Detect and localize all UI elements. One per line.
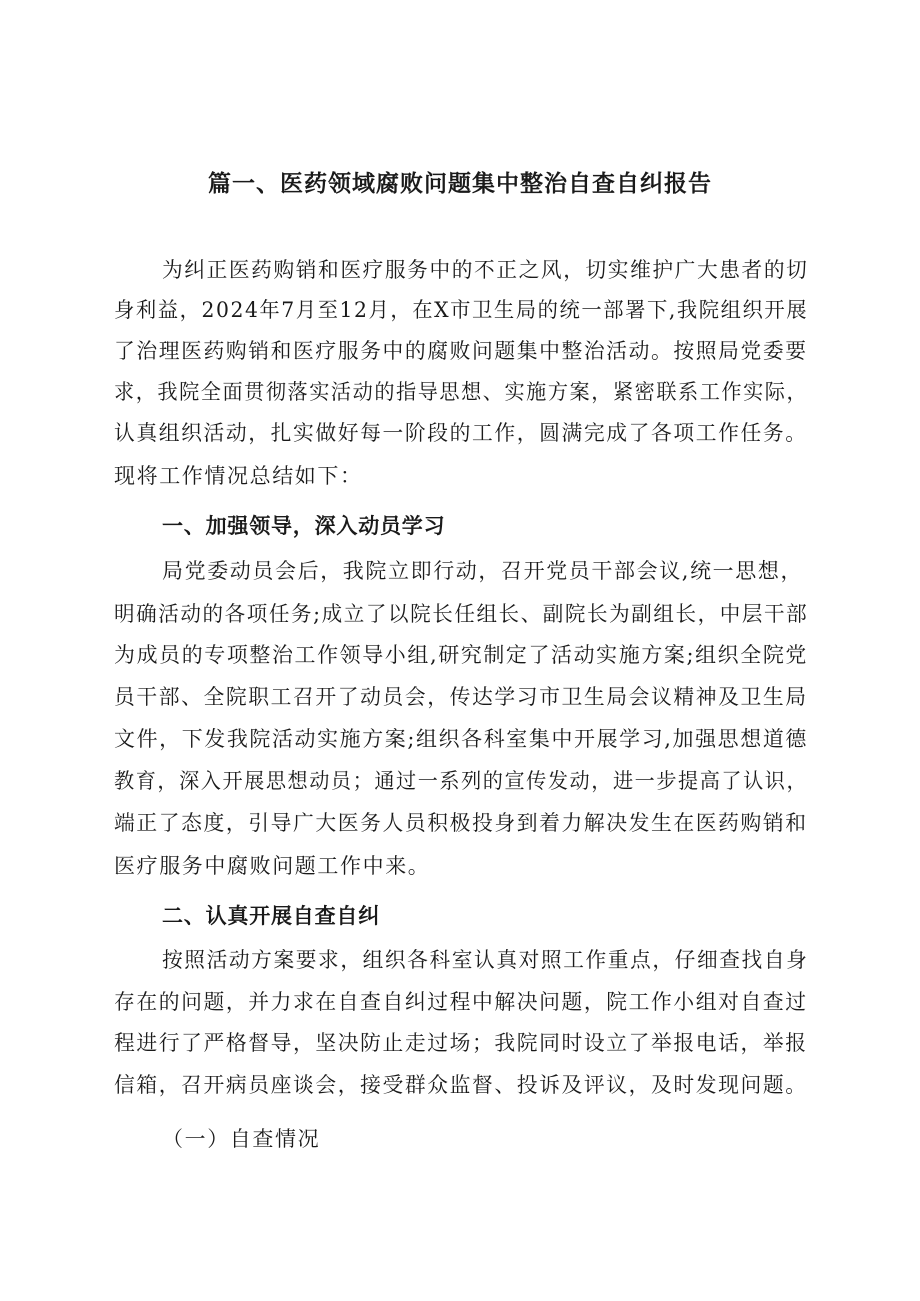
section-2-heading: 二、认真开展自查自纠: [162, 904, 380, 928]
section-1-line: 明确活动的各项任务;成立了以院长任组长、副院长为副组长，中层干部: [114, 602, 809, 626]
section-1-line: 员干部、全院职工召开了动员会，传达学习市卫生局会议精神及卫生局: [114, 685, 808, 709]
section-1-heading: 一、加强领导，深入动员学习: [162, 514, 446, 538]
intro-line: 身利益，2024年7月至12月，在X市卫生局的统一部署下,我院组织开展: [114, 298, 809, 322]
section-1-line: 医疗服务中腐败问题工作中来。: [114, 854, 431, 878]
intro-line: 为纠正医药购销和医疗服务中的不正之风，切实维护广大患者的切: [162, 258, 809, 282]
section-1-line: 教育，深入开展思想动员；通过一系列的宣传发动，进一步提高了认识，: [114, 769, 809, 793]
section-1-line: 文件，下发我院活动实施方案;组织各科室集中开展学习,加强思想道德: [114, 727, 808, 751]
section-1-line: 端正了态度，引导广大医务人员积极投身到着力解决发生在医药购销和: [114, 811, 808, 835]
section-2-line: 程进行了严格督导，坚决防止走过场；我院同时设立了举报电话，举报: [114, 1031, 808, 1055]
section-1-line: 局党委动员会后，我院立即行动，召开党员干部会议,统一思想，: [162, 559, 804, 583]
intro-line: 认真组织活动，扎实做好每一阶段的工作，圆满完成了各项工作任务。: [114, 421, 808, 445]
intro-line: 求，我院全面贯彻落实活动的指导思想、实施方案，紧密联系工作实际，: [114, 380, 809, 404]
intro-line: 现将工作情况总结如下：: [114, 464, 363, 488]
section-2-line: 存在的问题，并力求在自查自纠过程中解决问题，院工作小组对自查过: [114, 990, 808, 1014]
section-1-line: 为成员的专项整治工作领导小组,研究制定了活动实施方案;组织全院党: [114, 643, 808, 667]
section-2-line: 信箱，召开病员座谈会，接受群众监督、投诉及评议，及时发现问题。: [114, 1073, 808, 1097]
section-2-subheading: （一）自查情况: [162, 1127, 321, 1151]
intro-line: 了治理医药购销和医疗服务中的腐败问题集中整治活动。按照局党委要: [114, 339, 808, 363]
section-2-line: 按照活动方案要求，组织各科室认真对照工作重点，仔细查找自身: [162, 948, 809, 972]
document-title: 篇一、医药领域腐败问题集中整治自查自纠报告: [208, 171, 712, 197]
